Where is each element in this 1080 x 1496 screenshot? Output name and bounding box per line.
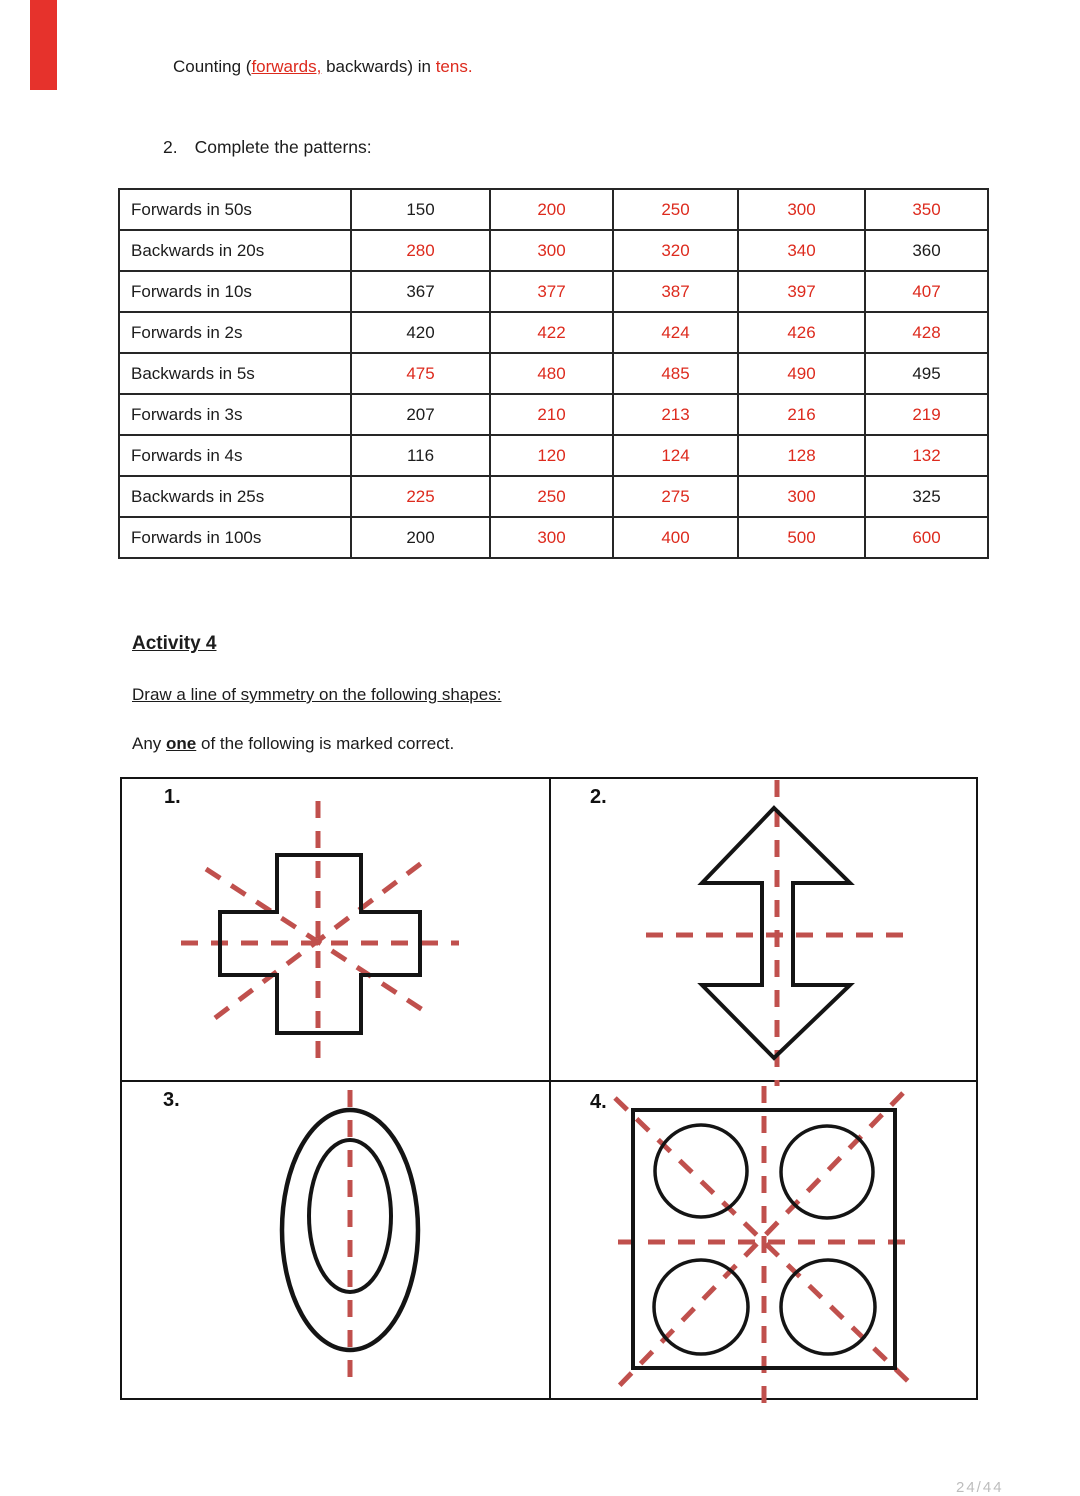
activity-subheading: Draw a line of symmetry on the following shapes: (132, 685, 502, 704)
row-label: Forwards in 4s (119, 435, 351, 476)
instruction-number: 2. (163, 137, 178, 157)
pattern-value: 150 (351, 189, 490, 230)
row-label: Forwards in 100s (119, 517, 351, 558)
pattern-value: 377 (490, 271, 613, 312)
pattern-value: 397 (738, 271, 865, 312)
title-forwards-underlined: forwards, (251, 57, 322, 76)
table-row (119, 271, 988, 312)
note-one-bold: one (166, 734, 197, 753)
symmetry-grid (120, 777, 978, 1400)
pattern-value: 360 (865, 230, 988, 271)
red-bookmark-ribbon (30, 0, 57, 90)
pattern-value: 407 (865, 271, 988, 312)
note-suffix: of the following is marked correct. (196, 734, 455, 753)
pattern-value: 200 (351, 517, 490, 558)
pattern-value: 340 (738, 230, 865, 271)
pattern-value: 320 (613, 230, 738, 271)
pattern-value: 490 (738, 353, 865, 394)
table-row (119, 353, 988, 394)
pattern-value: 124 (613, 435, 738, 476)
pattern-value: 250 (490, 476, 613, 517)
pattern-value: 128 (738, 435, 865, 476)
note-prefix: Any (132, 734, 167, 753)
grid-horizontal-divider (122, 1080, 976, 1082)
pattern-value: 475 (351, 353, 490, 394)
table-row (119, 435, 988, 476)
pattern-value: 300 (490, 517, 613, 558)
pattern-value: 420 (351, 312, 490, 353)
table-row (119, 476, 988, 517)
pattern-value: 350 (865, 189, 988, 230)
patterns-table (118, 188, 989, 559)
pattern-value: 120 (490, 435, 613, 476)
pattern-value: 200 (490, 189, 613, 230)
activity-note (132, 734, 454, 754)
pattern-value: 400 (613, 517, 738, 558)
row-label: Backwards in 20s (119, 230, 351, 271)
pattern-value: 600 (865, 517, 988, 558)
row-label: Backwards in 25s (119, 476, 351, 517)
pattern-value: 422 (490, 312, 613, 353)
pattern-value: 424 (613, 312, 738, 353)
row-label: Forwards in 2s (119, 312, 351, 353)
pattern-value: 300 (738, 476, 865, 517)
row-label: Backwards in 5s (119, 353, 351, 394)
pattern-value: 325 (865, 476, 988, 517)
instruction-line (163, 137, 372, 158)
row-label: Forwards in 10s (119, 271, 351, 312)
pattern-value: 207 (351, 394, 490, 435)
pattern-value: 219 (865, 394, 988, 435)
grid-vertical-divider (549, 779, 551, 1398)
pattern-value: 210 (490, 394, 613, 435)
pattern-value: 216 (738, 394, 865, 435)
row-label: Forwards in 50s (119, 189, 351, 230)
table-row (119, 230, 988, 271)
pattern-value: 250 (613, 189, 738, 230)
pattern-value: 426 (738, 312, 865, 353)
pattern-value: 213 (613, 394, 738, 435)
pattern-value: 132 (865, 435, 988, 476)
cell-label-4: 4. (590, 1091, 607, 1113)
row-label: Forwards in 3s (119, 394, 351, 435)
pattern-value: 387 (613, 271, 738, 312)
table-row (119, 394, 988, 435)
title-text-middle: backwards) in (321, 57, 436, 76)
table-row (119, 517, 988, 558)
table-row (119, 312, 988, 353)
pattern-value: 225 (351, 476, 490, 517)
pattern-value: 428 (865, 312, 988, 353)
table-row (119, 189, 988, 230)
pattern-value: 500 (738, 517, 865, 558)
pattern-value: 495 (865, 353, 988, 394)
pattern-value: 116 (351, 435, 490, 476)
pattern-value: 300 (738, 189, 865, 230)
page-indicator: 24/44 (956, 1479, 1004, 1496)
pattern-value: 485 (613, 353, 738, 394)
activity-heading: Activity 4 (132, 633, 217, 654)
pattern-value: 367 (351, 271, 490, 312)
title-text: Counting ( (173, 57, 252, 76)
pattern-value: 275 (613, 476, 738, 517)
cell-label-1: 1. (164, 786, 181, 808)
cell-label-3: 3. (163, 1089, 180, 1111)
patterns-table-body (119, 189, 988, 558)
title-tens-red: tens. (435, 57, 473, 76)
worksheet-title (173, 57, 473, 77)
pattern-value: 300 (490, 230, 613, 271)
pattern-value: 480 (490, 353, 613, 394)
cell-label-2: 2. (590, 786, 607, 808)
pattern-value: 280 (351, 230, 490, 271)
instruction-text: Complete the patterns: (194, 137, 372, 157)
